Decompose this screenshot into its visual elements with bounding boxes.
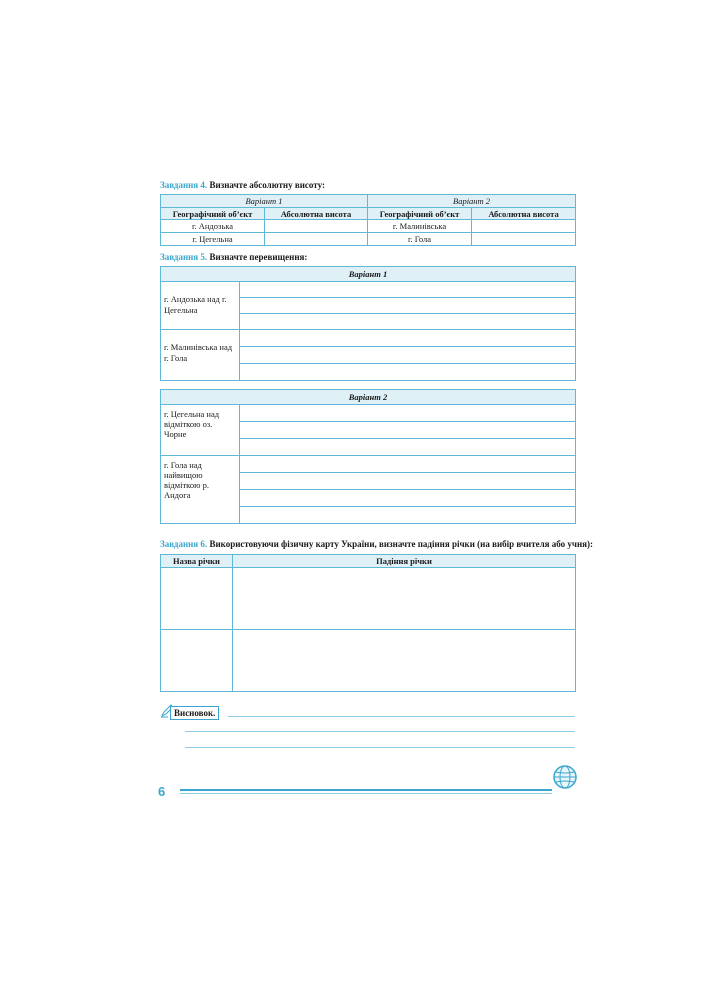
task5-answer-line[interactable] (240, 473, 576, 490)
task6-col-river: Назва річки (161, 555, 233, 568)
task5-v1-label: г. Андозька над г. Цегельна (161, 282, 240, 330)
task5-variant1-table (160, 266, 576, 381)
footer-line-thin (180, 793, 552, 794)
task4-variant1-header: Варіант 1 (161, 195, 368, 208)
task4-cell-object: г. Гола (368, 233, 472, 246)
task4-col-object-v2: Географічний об’єкт (368, 208, 472, 220)
task4-title (160, 180, 325, 190)
task6-col-fall: Падіння річки (233, 555, 576, 568)
task5-text: Визначте перевищення: (209, 252, 308, 262)
task6-fall-cell[interactable] (233, 630, 576, 692)
conclusion-label: Висновок. (170, 706, 219, 720)
task5-answer-line[interactable] (240, 507, 576, 524)
task5-variant1-header: Варіант 1 (161, 267, 576, 282)
task5-v2-label: г. Цегельна над відміткою оз. Чорне (161, 405, 240, 456)
task4-answer-cell[interactable] (472, 220, 576, 233)
conclusion-line[interactable] (185, 747, 575, 748)
task5-answer-line[interactable] (240, 282, 576, 298)
task5-answer-line[interactable] (240, 422, 576, 439)
page-number: 6 (158, 784, 166, 799)
task5-number: Завдання 5. (160, 252, 208, 262)
task6-title (160, 539, 593, 549)
task5-v1-label: г. Малинівська над г. Гола (161, 330, 240, 381)
conclusion-line[interactable] (228, 716, 575, 717)
task4-cell-object: г. Цегельна (161, 233, 265, 246)
task5-answer-line[interactable] (240, 439, 576, 456)
task5-answer-line[interactable] (240, 456, 576, 473)
task4-answer-cell[interactable] (265, 220, 368, 233)
task5-answer-line[interactable] (240, 298, 576, 314)
task4-cell-object: г. Андозька (161, 220, 265, 233)
conclusion-line[interactable] (185, 731, 575, 732)
task4-text: Визначте абсолютну висоту: (209, 180, 325, 190)
task5-answer-line[interactable] (240, 490, 576, 507)
task4-col-height-v2: Абсолютна висота (472, 208, 576, 220)
task5-v2-label: г. Гола над найвищою відміткою р. Андога (161, 456, 240, 524)
task5-answer-line[interactable] (240, 330, 576, 347)
task5-variant2-header: Варіант 2 (161, 390, 576, 405)
task6-number: Завдання 6. (160, 539, 208, 549)
task6-text: Використовуючи фізичну карту України, визначте падіння річки (на вибір вчителя або учня): (209, 539, 594, 549)
task4-col-object-v1: Географічний об’єкт (161, 208, 265, 220)
task4-variant2-header: Варіант 2 (368, 195, 576, 208)
task6-table (160, 554, 576, 692)
task4-cell-object: г. Малинівська (368, 220, 472, 233)
task4-table (160, 194, 576, 246)
task6-fall-cell[interactable] (233, 568, 576, 630)
task5-answer-line[interactable] (240, 405, 576, 422)
task4-col-height-v1: Абсолютна висота (265, 208, 368, 220)
task4-answer-cell[interactable] (472, 233, 576, 246)
task5-title (160, 252, 307, 262)
task5-variant2-table (160, 389, 576, 524)
task5-answer-line[interactable] (240, 314, 576, 330)
task4-number: Завдання 4. (160, 180, 208, 190)
task5-answer-line[interactable] (240, 347, 576, 364)
task6-river-cell[interactable] (161, 630, 233, 692)
task6-river-cell[interactable] (161, 568, 233, 630)
globe-icon (552, 764, 578, 790)
task5-answer-line[interactable] (240, 364, 576, 381)
footer-line (180, 789, 552, 791)
task4-answer-cell[interactable] (265, 233, 368, 246)
